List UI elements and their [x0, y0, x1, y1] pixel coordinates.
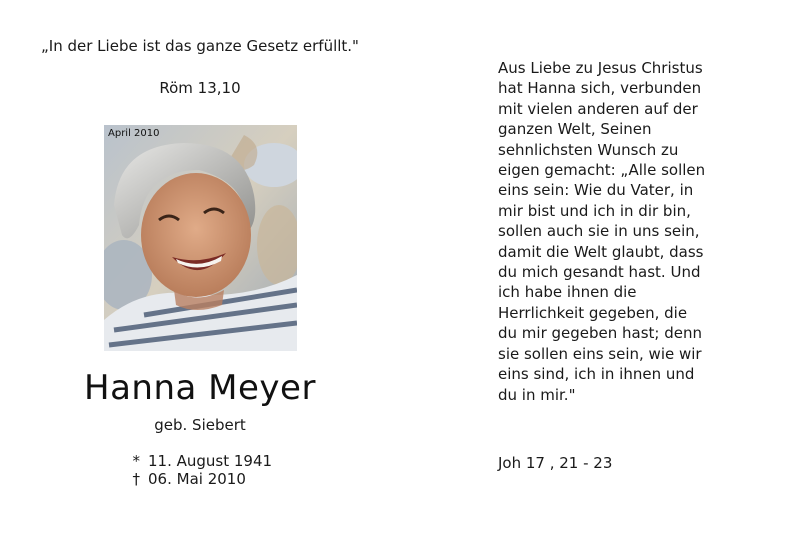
- portrait-photo: [104, 125, 297, 351]
- birth-symbol: *: [132, 452, 140, 470]
- bible-passage-reference: Joh 17 , 21 - 23: [498, 454, 613, 472]
- right-panel: [498, 58, 728, 405]
- photo-caption: April 2010: [108, 128, 160, 139]
- birth-row: [120, 452, 320, 470]
- bible-passage: Aus Liebe zu Jesus Christus hat Hanna sich, verbunden mit vielen anderen auf der ganzen Welt, Seinen sehnlichsten Wunsch zu eigen gemacht: „Alle sollen eins sein: Wie du Vater, in mir bist und ich in dir bin, sollen auch sie in uns sein, damit die Welt glaubt, dass du mich gesandt hast. Und ich habe ihnen die Herrlichkeit gegeben, die du mir gegeben hast; denn sie sollen eins sein, wie wir eins sind, ich in ihnen und du in mir.": [498, 59, 706, 404]
- death-row: [120, 470, 320, 488]
- left-panel: [40, 36, 360, 97]
- deceased-name: Hanna Meyer: [84, 368, 316, 408]
- death-symbol: †: [132, 470, 140, 488]
- life-dates: [120, 452, 320, 488]
- scripture-quote-reference: Röm 13,10: [159, 79, 241, 97]
- portrait-illustration: [104, 125, 297, 351]
- birth-date: 11. August 1941: [148, 452, 273, 470]
- death-date: 06. Mai 2010: [148, 470, 246, 488]
- scripture-quote: „In der Liebe ist das ganze Gesetz erfüllt.": [41, 37, 359, 55]
- maiden-name: geb. Siebert: [154, 416, 246, 434]
